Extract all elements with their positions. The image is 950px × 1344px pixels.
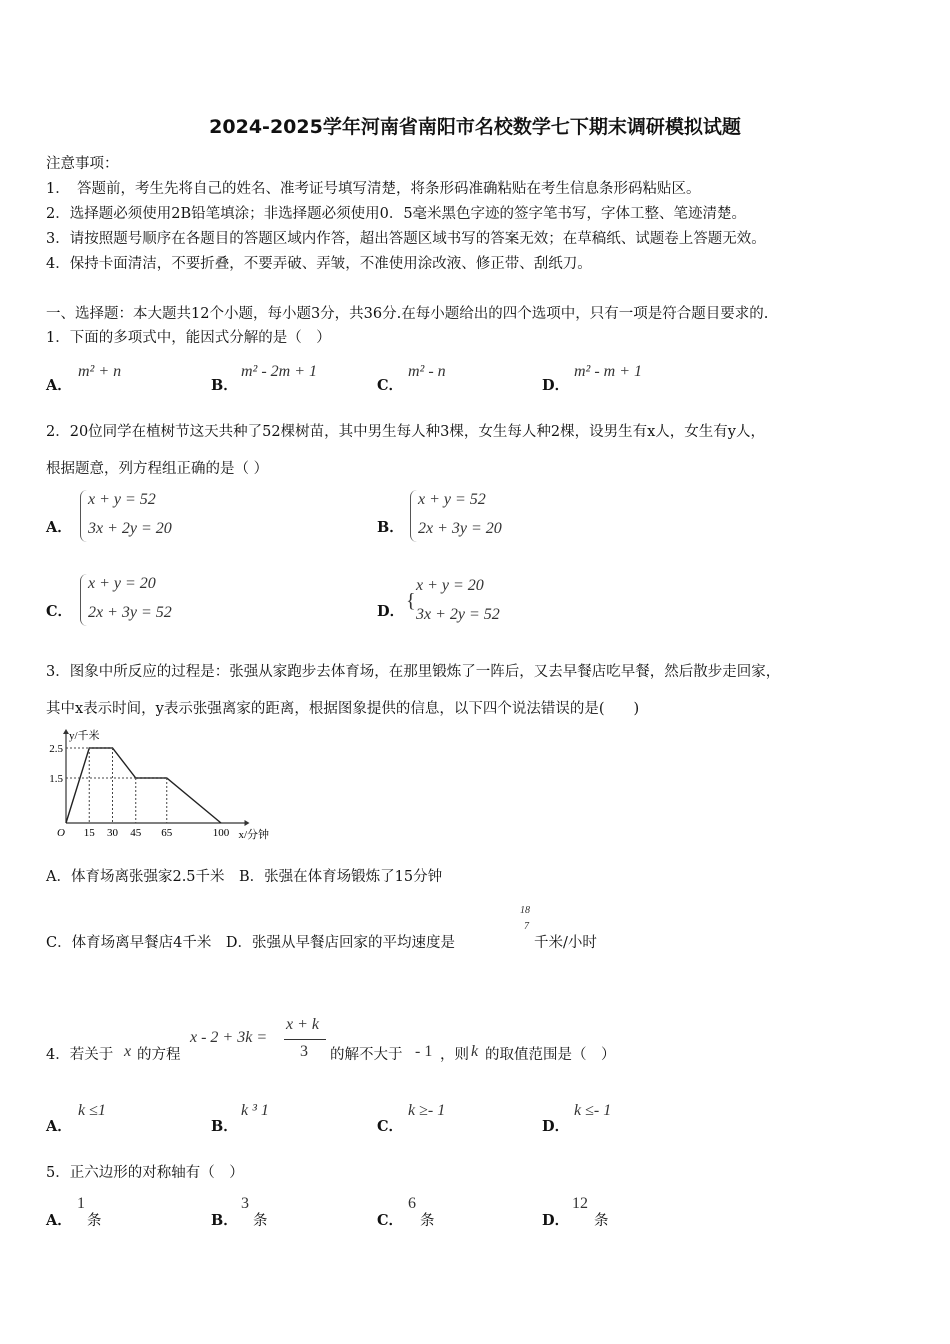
q2-option-a-eq1: x + y = 52 — [88, 491, 156, 508]
q3-options-cd: C．体育场离早餐店4千米 D．张强从早餐店回家的平均速度是 — [46, 935, 455, 951]
q4-label-b: B． — [211, 1118, 238, 1135]
x-tick-label: 30 — [107, 827, 118, 839]
q2-stem-line1: 2．20位同学在植树节这天共种了52棵树苗，其中男生每人种3棵，女生每人种2棵，设男生有x人，女生有y人， — [46, 424, 765, 440]
q5-label-d: D． — [542, 1212, 570, 1229]
x-axis-label: x/分钟 — [238, 829, 270, 841]
q1-stem: 1．下面的多项式中，能因式分解的是（ ） — [46, 330, 331, 346]
q4-stem-post2: ，则 — [440, 1047, 469, 1063]
q4-stem-mid: 的方程 — [137, 1047, 181, 1063]
q3-options-ab: A．体育场离张强家2.5千米 B．张强在体育场锻炼了15分钟 — [46, 869, 443, 885]
q1-option-a: m² + n — [78, 363, 122, 380]
q2-label-a: A． — [46, 519, 72, 536]
notice-item: 4．保持卡面清洁，不要折叠，不要弄破、弄皱，不准使用涂改液、修正带、刮纸刀。 — [46, 256, 592, 272]
x-tick-label: 45 — [130, 827, 142, 839]
q4-option-a: k ≤1 — [78, 1102, 106, 1119]
q4-stem-post3: 的取值范围是（ ） — [485, 1047, 616, 1063]
q1-label-a: A． — [46, 377, 72, 394]
q4-label-d: D． — [542, 1118, 570, 1135]
notice-item: 3．请按照题号顺序在各题目的答题区域内作答，超出答题区域书写的答案无效；在草稿纸、试题卷上答题无效。 — [46, 231, 766, 247]
q2-option-d-eq1: x + y = 20 — [416, 577, 484, 594]
q3-stem-line1: 3．图象中所反应的过程是：张强从家跑步去体育场，在那里锻炼了一阵后，又去早餐店吃早餐，然后散步走回家， — [46, 664, 781, 680]
q4-var-x: x — [124, 1043, 132, 1060]
notice-item: 2．选择题必须使用2B铅笔填涂；非选择题必须使用0．5毫米黑色字迹的签字笔书写，字体工整、笔迹清楚。 — [46, 206, 747, 222]
q2-option-c-eq2: 2x + 3y = 52 — [88, 604, 172, 621]
q5-option-b-number: 3 — [241, 1195, 249, 1212]
notice-heading: 注意事项： — [46, 156, 119, 172]
q4-fraction-denominator: 3 — [300, 1043, 308, 1060]
q4-equation-left: x - 2 + 3k = — [190, 1029, 268, 1046]
q1-label-d: D． — [542, 377, 570, 394]
x-tick-label: 65 — [161, 827, 173, 839]
q3-fraction-denominator: 7 — [524, 921, 529, 932]
page-title: 2024-2025学年河南省南阳市名校数学七下期末调研模拟试题 — [209, 116, 741, 138]
q5-option-c-unit: 条 — [420, 1213, 435, 1229]
section-heading: 一、选择题：本大题共12个小题，每小题3分，共36分.在每小题给出的四个选项中，只有一项是符合题目要求的. — [46, 306, 769, 322]
y-tick-label: 1.5 — [49, 773, 63, 785]
q5-option-a-number: 1 — [77, 1195, 85, 1212]
q2-option-b-eq2: 2x + 3y = 20 — [418, 520, 502, 537]
y-tick-label: 2.5 — [49, 743, 63, 755]
x-axis-arrow — [245, 820, 250, 826]
q2-option-c-eq1: x + y = 20 — [88, 575, 156, 592]
q5-option-b-unit: 条 — [253, 1213, 268, 1229]
q4-option-d: k ≤- 1 — [574, 1102, 612, 1119]
q5-label-b: B． — [211, 1212, 238, 1229]
q4-option-b: k ³ 1 — [241, 1102, 269, 1119]
origin-label: O — [57, 827, 65, 839]
q5-option-c-number: 6 — [408, 1195, 416, 1212]
q2-option-b-eq1: x + y = 52 — [418, 491, 486, 508]
q1-option-b: m² - 2m + 1 — [241, 363, 318, 380]
q4-label-c: C． — [377, 1118, 404, 1135]
q2-label-c: C． — [46, 603, 73, 620]
notice-item: 1． 答题前，考生先将自己的姓名、准考证号填写清楚，将条形码准确粘贴在考生信息条形码粘贴区。 — [46, 181, 701, 197]
q4-fraction-bar — [284, 1039, 326, 1040]
q3-stem-line2: 其中x表示时间，y表示张强离家的距离，根据图象提供的信息，以下四个说法错误的是( ) — [46, 701, 640, 717]
q1-option-d: m² - m + 1 — [574, 363, 643, 380]
q3-option-d-unit: 千米/小时 — [534, 935, 597, 951]
distance-time-chart — [42, 726, 270, 841]
q5-option-d-unit: 条 — [594, 1213, 609, 1229]
q2-stem-line2: 根据题意，列方程组正确的是（ ） — [46, 461, 269, 477]
q2-brace-b — [410, 490, 417, 542]
q2-option-d-eq2: 3x + 2y = 52 — [416, 606, 500, 623]
q4-neg-one: - 1 — [415, 1043, 433, 1060]
x-tick-label: 100 — [212, 827, 230, 839]
q4-option-c: k ≥- 1 — [408, 1102, 446, 1119]
q5-option-a-unit: 条 — [87, 1213, 102, 1229]
q2-option-a-eq2: 3x + 2y = 20 — [88, 520, 172, 537]
q1-option-c: m² - n — [408, 363, 446, 380]
q2-brace-a — [80, 490, 87, 542]
q4-fraction-numerator: x + k — [286, 1016, 319, 1033]
q4-stem-post1: 的解不大于 — [330, 1047, 403, 1063]
q4-label-a: A． — [46, 1118, 72, 1135]
q2-brace-d: { — [406, 590, 416, 612]
q4-stem-prefix: 4．若关于 — [46, 1047, 114, 1063]
y-axis-label: y/千米 — [69, 730, 100, 742]
q5-option-d-number: 12 — [572, 1195, 588, 1212]
q1-label-b: B． — [211, 377, 238, 394]
q1-label-c: C． — [377, 377, 404, 394]
q2-label-b: B． — [377, 519, 404, 536]
q5-label-c: C． — [377, 1212, 404, 1229]
x-tick-label: 15 — [83, 827, 95, 839]
q5-stem: 5．正六边形的对称轴有（ ） — [46, 1165, 244, 1181]
q4-var-k: k — [471, 1043, 479, 1060]
q5-label-a: A． — [46, 1212, 72, 1229]
q3-fraction-numerator: 18 — [520, 905, 530, 916]
q2-label-d: D． — [377, 603, 405, 620]
q2-brace-c — [80, 574, 87, 626]
